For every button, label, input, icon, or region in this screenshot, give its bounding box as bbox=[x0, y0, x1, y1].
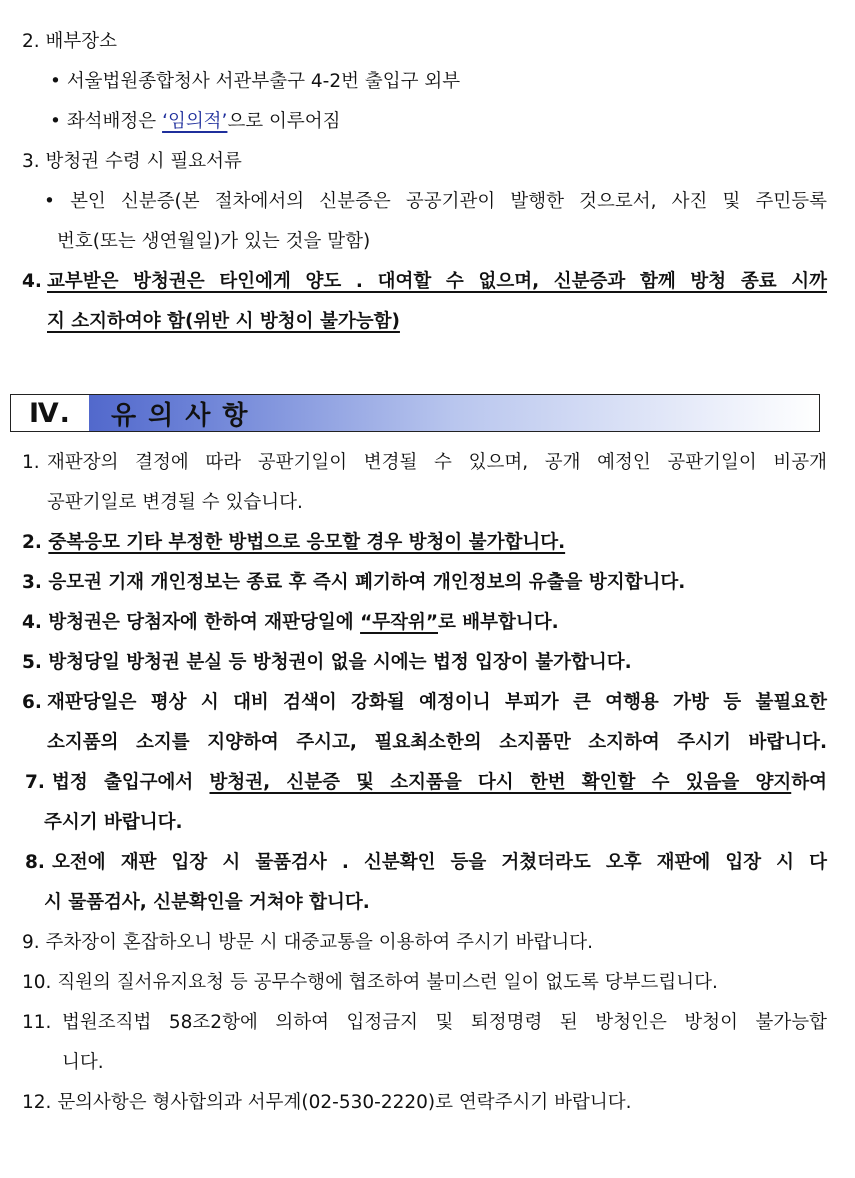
note-11-number: 11. bbox=[22, 1012, 52, 1033]
bullet-icon: • bbox=[50, 71, 61, 92]
sec3-bullet-id-line1: 본인 신분증(본 절차에서의 신분증은 공공기관이 발행한 것으로서, 사진 및 주민등록 bbox=[70, 191, 827, 212]
note-10-text: 직원의 질서유지요청 등 공무수행에 협조하여 불미스런 일이 없도록 당부드립니다. bbox=[57, 972, 718, 993]
note-3-text: 응모권 기재 개인정보는 종료 후 즉시 폐기하여 개인정보의 유출을 방지합니다. bbox=[48, 572, 686, 593]
sec2-heading bbox=[22, 28, 117, 56]
note-1-line2: 공판기일로 변경될 수 있습니다. bbox=[47, 492, 303, 513]
note-7-line1 bbox=[52, 769, 827, 797]
bullet-icon: • bbox=[44, 191, 71, 212]
sec2-bullet-location bbox=[50, 68, 460, 96]
note-3 bbox=[22, 569, 685, 597]
section-title: 유의사항 bbox=[111, 400, 260, 431]
sec2-seating-pre: 좌석배정은 bbox=[66, 111, 163, 132]
note-4 bbox=[22, 609, 559, 637]
note-5-number: 5. bbox=[22, 652, 42, 673]
section-number: Ⅳ. bbox=[11, 395, 89, 431]
note-5 bbox=[22, 649, 632, 677]
sec2-seating-post: 으로 이루어짐 bbox=[227, 111, 341, 132]
note-8-line1-text: 오전에 재판 입장 시 물품검사 . 신분확인 등을 거쳤더라도 오후 재판에 입장 시 다 bbox=[52, 852, 827, 873]
note-8-number: 8. bbox=[25, 852, 45, 873]
note-8-line2: 시 물품검사, 신분확인을 거쳐야 합니다. bbox=[44, 892, 370, 913]
sec3-bullet-id-line2: 번호(또는 생연월일)가 있는 것을 말함) bbox=[57, 231, 371, 252]
note-7-number: 7. bbox=[25, 772, 45, 793]
sec3-bullet-id bbox=[44, 188, 827, 216]
note-6-line2-text: 소지품의 소지를 지양하여 주시고, 필요최소한의 소지품만 소지하여 주시기 바랍니다. bbox=[47, 732, 827, 753]
note-12 bbox=[22, 1089, 631, 1117]
note-8-line1 bbox=[52, 849, 827, 877]
note-6-line1 bbox=[47, 689, 827, 717]
note-10 bbox=[22, 969, 718, 997]
note-9-text: 주차장이 혼잡하오니 방문 시 대중교통을 이용하여 주시기 바랍니다. bbox=[45, 932, 593, 953]
note-9-number: 9. bbox=[22, 932, 40, 953]
note-4-post: 로 배부합니다. bbox=[438, 612, 559, 633]
note-9 bbox=[22, 929, 593, 957]
sec3-number: 3. bbox=[22, 151, 40, 172]
note-2 bbox=[22, 529, 565, 557]
sec2-bullet-seating bbox=[50, 108, 341, 136]
sec3-title: 방청권 수령 시 필요서류 bbox=[45, 151, 242, 172]
note-1-line1-text: 재판장의 결정에 따라 공판기일이 변경될 수 있으며, 공개 예정인 공판기일이 비공개 bbox=[47, 452, 827, 473]
note-7-pre: 법정 출입구에서 bbox=[52, 772, 210, 793]
bullet-icon: • bbox=[50, 111, 61, 132]
note-12-text: 문의사항은 형사합의과 서무계(02-530-2220)로 연락주시기 바랍니다. bbox=[57, 1092, 632, 1113]
note-4-number: 4. bbox=[22, 612, 42, 633]
note-11-line2: 니다. bbox=[62, 1052, 104, 1073]
sec4-number: 4. bbox=[22, 271, 42, 292]
note-1-number: 1. bbox=[22, 452, 40, 473]
note-4-emphasis: “무작위” bbox=[360, 612, 438, 633]
sec4-line2: 지 소지하여야 함(위반 시 방청이 불가능함) bbox=[47, 311, 400, 332]
section-banner bbox=[10, 394, 820, 432]
note-1-line1 bbox=[47, 449, 827, 477]
note-7-post: 하여 bbox=[791, 772, 827, 793]
sec2-title: 배부장소 bbox=[45, 31, 118, 52]
note-4-pre: 방청권은 당첨자에 한하여 재판당일에 bbox=[48, 612, 361, 633]
note-2-number: 2. bbox=[22, 532, 42, 553]
note-2-text: 중복응모 기타 부정한 방법으로 응모할 경우 방청이 불가합니다. bbox=[48, 532, 566, 553]
note-10-number: 10. bbox=[22, 972, 52, 993]
note-6-line1-text: 재판당일은 평상 시 대비 검색이 강화될 예정이니 부피가 큰 여행용 가방 등 불필요한 bbox=[47, 692, 827, 713]
sec2-bullet-location-text: 서울법원종합청사 서관부출구 4-2번 출입구 외부 bbox=[66, 71, 461, 92]
sec3-heading bbox=[22, 148, 242, 176]
note-12-number: 12. bbox=[22, 1092, 52, 1113]
note-5-text: 방청당일 방청권 분실 등 방청권이 없을 시에는 법정 입장이 불가합니다. bbox=[48, 652, 632, 673]
note-11-line1 bbox=[62, 1009, 827, 1037]
note-7-emphasis: 방청권, 신분증 및 소지품을 다시 한번 확인할 수 있음을 양지 bbox=[209, 772, 792, 793]
note-3-number: 3. bbox=[22, 572, 42, 593]
sec2-seating-emphasis: ‘임의적’ bbox=[162, 111, 228, 132]
sec2-number: 2. bbox=[22, 31, 40, 52]
sec4-line1-text: 교부받은 방청권은 타인에게 양도 . 대여할 수 없으며, 신분증과 함께 방청 종료 시까 bbox=[47, 271, 827, 292]
note-6-number: 6. bbox=[22, 692, 42, 713]
note-11-line1-text: 법원조직법 58조2항에 의하여 입정금지 및 퇴정명령 된 방청인은 방청이 불가능합 bbox=[62, 1012, 827, 1033]
note-6-line2 bbox=[47, 729, 827, 757]
sec4-line1 bbox=[47, 268, 827, 296]
note-7-line2: 주시기 바랍니다. bbox=[44, 812, 183, 833]
